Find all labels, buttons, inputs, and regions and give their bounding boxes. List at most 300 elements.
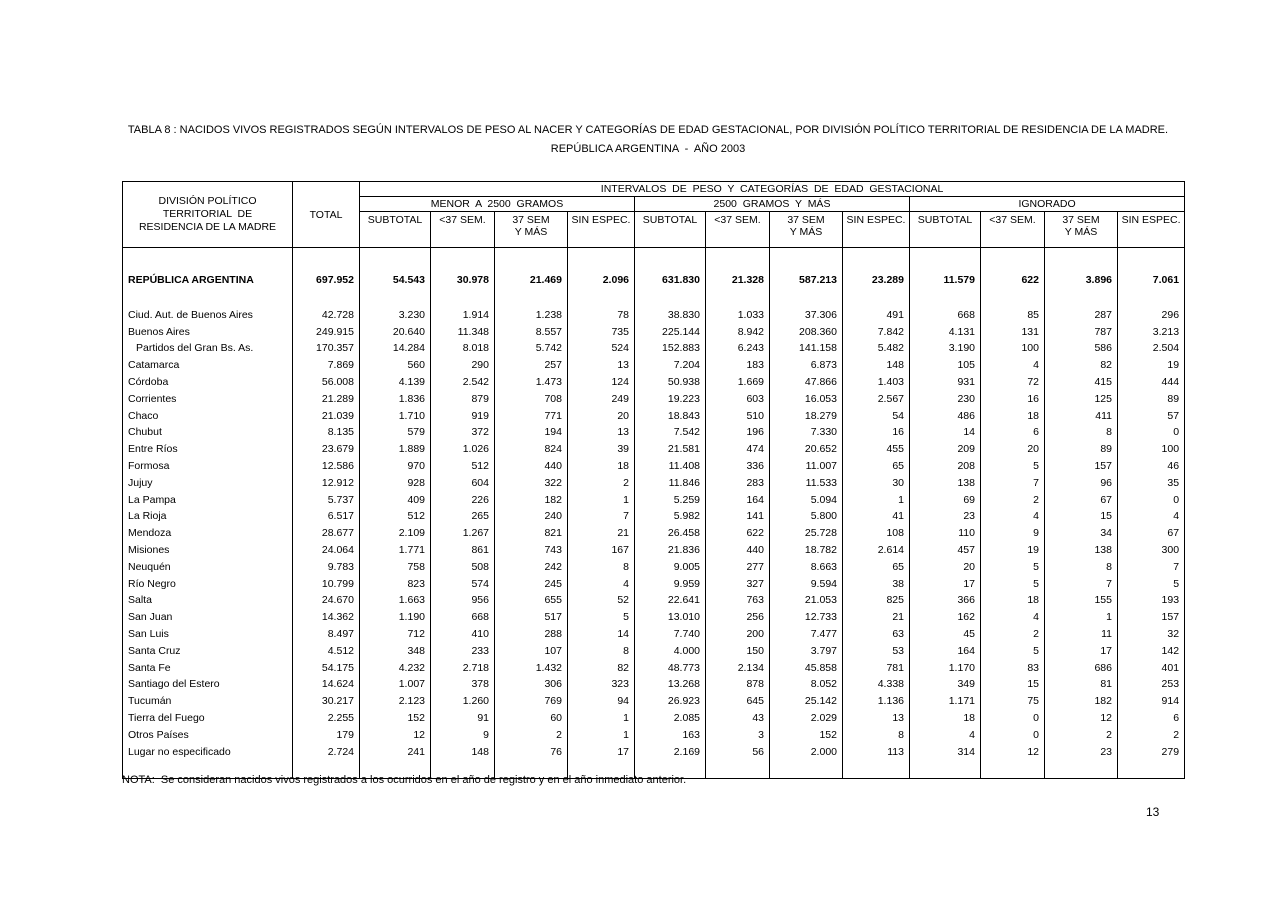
cell-value: 100	[1118, 441, 1185, 458]
cell-value: 100	[981, 340, 1045, 357]
row-label: Chubut	[123, 424, 293, 441]
row-label: REPÚBLICA ARGENTINA	[123, 248, 293, 307]
row-label: Misiones	[123, 542, 293, 559]
cell-value: 401	[1118, 660, 1185, 677]
cell-value: 75	[981, 693, 1045, 710]
cell-value: 108	[843, 525, 910, 542]
row-label: Santa Fe	[123, 660, 293, 677]
cell-value: 8.557	[495, 324, 568, 341]
header-subcol-sin-espec	[1118, 212, 1185, 248]
cell-value: 1.663	[360, 592, 431, 609]
cell-value: 21.053	[770, 592, 843, 609]
cell-value: 24.064	[293, 542, 360, 559]
cell-value: 11.408	[635, 458, 706, 475]
cell-value: 1.033	[706, 307, 770, 324]
header-subcol-37sem-y-mas	[495, 212, 568, 248]
row-label: Corrientes	[123, 391, 293, 408]
cell-value: 41	[843, 508, 910, 525]
subcol-label: SIN ESPEC.	[846, 214, 906, 226]
cell-value: 150	[706, 643, 770, 660]
cell-value: 604	[431, 475, 495, 492]
cell-value: 22.641	[635, 592, 706, 609]
cell-value: 603	[706, 391, 770, 408]
cell-value: 182	[495, 492, 568, 509]
table-header	[123, 182, 1185, 248]
table-row	[123, 542, 1185, 559]
cell-value: 209	[910, 441, 981, 458]
cell-value: 296	[1118, 307, 1185, 324]
cell-value: 2.614	[843, 542, 910, 559]
cell-value: 148	[431, 744, 495, 779]
cell-value: 517	[495, 609, 568, 626]
table-body	[123, 248, 1185, 779]
cell-value: 225.144	[635, 324, 706, 341]
cell-value: 3.896	[1045, 248, 1118, 307]
row-label: San Luis	[123, 626, 293, 643]
cell-value: 735	[568, 324, 635, 341]
cell-value: 668	[431, 609, 495, 626]
cell-value: 645	[706, 693, 770, 710]
cell-value: 323	[568, 676, 635, 693]
cell-value: 5.742	[495, 340, 568, 357]
cell-value: 21.039	[293, 408, 360, 425]
cell-value: 164	[706, 492, 770, 509]
cell-value: 141.158	[770, 340, 843, 357]
cell-value: 410	[431, 626, 495, 643]
subcol-label: SIN ESPEC.	[1121, 214, 1181, 226]
cell-value: 2.109	[360, 525, 431, 542]
cell-value: 16	[843, 424, 910, 441]
cell-value: 2.504	[1118, 340, 1185, 357]
cell-value: 14	[568, 626, 635, 643]
cell-value: 45.858	[770, 660, 843, 677]
cell-value: 83	[981, 660, 1045, 677]
cell-value: 13	[568, 424, 635, 441]
cell-value: 85	[981, 307, 1045, 324]
cell-value: 67	[1045, 492, 1118, 509]
cell-value: 372	[431, 424, 495, 441]
header-subcol-sin-espec	[843, 212, 910, 248]
cell-value: 60	[495, 710, 568, 727]
cell-value: 7.204	[635, 357, 706, 374]
cell-value: 5	[981, 458, 1045, 475]
cell-value: 26.923	[635, 693, 706, 710]
cell-value: 349	[910, 676, 981, 693]
cell-value: 21.581	[635, 441, 706, 458]
cell-value: 6.243	[706, 340, 770, 357]
table-row	[123, 693, 1185, 710]
cell-value: 19	[1118, 357, 1185, 374]
cell-value: 306	[495, 676, 568, 693]
row-label: Córdoba	[123, 374, 293, 391]
cell-value: 5	[981, 559, 1045, 576]
cell-value: 12.733	[770, 609, 843, 626]
cell-value: 824	[495, 441, 568, 458]
cell-value: 8	[1045, 424, 1118, 441]
cell-value: 2.724	[293, 744, 360, 779]
cell-value: 2.085	[635, 710, 706, 727]
cell-value: 931	[910, 374, 981, 391]
cell-value: 1.007	[360, 676, 431, 693]
subcol-label: SIN ESPEC.	[571, 214, 631, 226]
cell-value: 283	[706, 475, 770, 492]
footnote: NOTA: Se consideran nacidos vivos registrados a los ocurridos en el año de registro y en el año inmediato anterior.	[122, 774, 687, 786]
cell-value: 65	[843, 559, 910, 576]
cell-value: 4	[981, 508, 1045, 525]
cell-value: 16	[981, 391, 1045, 408]
cell-value: 21.328	[706, 248, 770, 307]
cell-value: 164	[910, 643, 981, 660]
cell-value: 1.889	[360, 441, 431, 458]
cell-value: 18	[981, 592, 1045, 609]
cell-value: 152.883	[635, 340, 706, 357]
row-label: Santiago del Estero	[123, 676, 293, 693]
cell-value: 4.512	[293, 643, 360, 660]
cell-value: 7	[568, 508, 635, 525]
subcol-label: Y MÁS	[789, 226, 823, 238]
cell-value: 21.289	[293, 391, 360, 408]
cell-value: 7.542	[635, 424, 706, 441]
cell-value: 249.915	[293, 324, 360, 341]
cell-value: 2.567	[843, 391, 910, 408]
cell-value: 821	[495, 525, 568, 542]
row-label: Buenos Aires	[123, 324, 293, 341]
cell-value: 54	[843, 408, 910, 425]
cell-value: 82	[568, 660, 635, 677]
cell-value: 655	[495, 592, 568, 609]
cell-value: 14.284	[360, 340, 431, 357]
cell-value: 96	[1045, 475, 1118, 492]
cell-value: 13	[568, 357, 635, 374]
row-label: La Pampa	[123, 492, 293, 509]
cell-value: 8	[568, 559, 635, 576]
cell-value: 512	[431, 458, 495, 475]
cell-value: 5.800	[770, 508, 843, 525]
cell-value: 1.190	[360, 609, 431, 626]
cell-value: 155	[1045, 592, 1118, 609]
row-label: Salta	[123, 592, 293, 609]
subcol-label: 37 SEM	[512, 214, 550, 226]
cell-value: 440	[706, 542, 770, 559]
cell-value: 30.978	[431, 248, 495, 307]
row-label: Tierra del Fuego	[123, 710, 293, 727]
row-label: Ciud. Aut. de Buenos Aires	[123, 307, 293, 324]
header-division-line2: TERRITORIAL DE	[162, 208, 253, 220]
row-label: Santa Cruz	[123, 643, 293, 660]
header-group-ignorado: IGNORADO	[910, 197, 1185, 212]
cell-value: 138	[910, 475, 981, 492]
table-row	[123, 609, 1185, 626]
table-row	[123, 626, 1185, 643]
cell-value: 928	[360, 475, 431, 492]
cell-value: 14.362	[293, 609, 360, 626]
cell-value: 19.223	[635, 391, 706, 408]
data-table	[122, 181, 1185, 779]
cell-value: 131	[981, 324, 1045, 341]
cell-value: 2.169	[635, 744, 706, 779]
header-subcol-lt37sem	[431, 212, 495, 248]
cell-value: 125	[1045, 391, 1118, 408]
cell-value: 11.533	[770, 475, 843, 492]
cell-value: 2.029	[770, 710, 843, 727]
cell-value: 54.543	[360, 248, 431, 307]
cell-value: 39	[568, 441, 635, 458]
cell-value: 4.000	[635, 643, 706, 660]
cell-value: 179	[293, 727, 360, 744]
subcol-label: 37 SEM	[787, 214, 825, 226]
cell-value: 300	[1118, 542, 1185, 559]
cell-value: 67	[1118, 525, 1185, 542]
table-row	[123, 559, 1185, 576]
cell-value: 970	[360, 458, 431, 475]
cell-value: 11.007	[770, 458, 843, 475]
cell-value: 12.912	[293, 475, 360, 492]
cell-value: 7.869	[293, 357, 360, 374]
cell-value: 2.123	[360, 693, 431, 710]
cell-value: 45	[910, 626, 981, 643]
row-label: Chaco	[123, 408, 293, 425]
cell-value: 2.718	[431, 660, 495, 677]
cell-value: 510	[706, 408, 770, 425]
cell-value: 8.942	[706, 324, 770, 341]
cell-value: 21.469	[495, 248, 568, 307]
cell-value: 4	[910, 727, 981, 744]
cell-value: 8.663	[770, 559, 843, 576]
cell-value: 6	[981, 424, 1045, 441]
cell-value: 277	[706, 559, 770, 576]
cell-value: 11	[1045, 626, 1118, 643]
cell-value: 7.740	[635, 626, 706, 643]
cell-value: 9.783	[293, 559, 360, 576]
table-row	[123, 458, 1185, 475]
cell-value: 253	[1118, 676, 1185, 693]
cell-value: 38	[843, 576, 910, 593]
cell-value: 152	[360, 710, 431, 727]
cell-value: 32	[1118, 626, 1185, 643]
table-row	[123, 324, 1185, 341]
table-row	[123, 391, 1185, 408]
header-division-line3: RESIDENCIA DE LA MADRE	[138, 221, 277, 233]
table-row	[123, 424, 1185, 441]
cell-value: 708	[495, 391, 568, 408]
row-label: Lugar no especificado	[123, 744, 293, 779]
cell-value: 668	[910, 307, 981, 324]
cell-value: 20	[981, 441, 1045, 458]
cell-value: 5.482	[843, 340, 910, 357]
cell-value: 1	[843, 492, 910, 509]
cell-value: 38.830	[635, 307, 706, 324]
cell-value: 378	[431, 676, 495, 693]
cell-value: 23	[910, 508, 981, 525]
row-label: Formosa	[123, 458, 293, 475]
cell-value: 712	[360, 626, 431, 643]
cell-value: 1.710	[360, 408, 431, 425]
cell-value: 23.289	[843, 248, 910, 307]
cell-value: 1.669	[706, 374, 770, 391]
cell-value: 42.728	[293, 307, 360, 324]
cell-value: 162	[910, 609, 981, 626]
cell-value: 1.238	[495, 307, 568, 324]
cell-value: 19	[981, 542, 1045, 559]
cell-value: 457	[910, 542, 981, 559]
cell-value: 4.232	[360, 660, 431, 677]
cell-value: 1	[568, 727, 635, 744]
subcol-label: <37 SEM.	[714, 214, 761, 226]
table-row	[123, 248, 1185, 307]
cell-value: 491	[843, 307, 910, 324]
cell-value: 8	[1045, 559, 1118, 576]
cell-value: 9.594	[770, 576, 843, 593]
cell-value: 914	[1118, 693, 1185, 710]
cell-value: 249	[568, 391, 635, 408]
cell-value: 20.640	[360, 324, 431, 341]
cell-value: 52	[568, 592, 635, 609]
cell-value: 348	[360, 643, 431, 660]
cell-value: 18.782	[770, 542, 843, 559]
cell-value: 2	[981, 492, 1045, 509]
cell-value: 1	[568, 710, 635, 727]
subcol-label: Y MÁS	[514, 226, 548, 238]
cell-value: 7.842	[843, 324, 910, 341]
cell-value: 30	[843, 475, 910, 492]
header-subcol-lt37sem	[981, 212, 1045, 248]
cell-value: 7	[1118, 559, 1185, 576]
subcol-label: <37 SEM.	[439, 214, 486, 226]
cell-value: 2.542	[431, 374, 495, 391]
cell-value: 3	[706, 727, 770, 744]
cell-value: 107	[495, 643, 568, 660]
cell-value: 781	[843, 660, 910, 677]
table-container	[122, 181, 1187, 779]
cell-value: 257	[495, 357, 568, 374]
cell-value: 14.624	[293, 676, 360, 693]
table-row	[123, 307, 1185, 324]
cell-value: 124	[568, 374, 635, 391]
cell-value: 13.268	[635, 676, 706, 693]
cell-value: 1.026	[431, 441, 495, 458]
cell-value: 256	[706, 609, 770, 626]
cell-value: 157	[1118, 609, 1185, 626]
cell-value: 288	[495, 626, 568, 643]
cell-value: 1.914	[431, 307, 495, 324]
header-group-menor-2500: MENOR A 2500 GRAMOS	[360, 197, 635, 212]
cell-value: 69	[910, 492, 981, 509]
cell-value: 4.131	[910, 324, 981, 341]
cell-value: 138	[1045, 542, 1118, 559]
subcol-label: SUBTOTAL	[917, 214, 973, 226]
row-label: Mendoza	[123, 525, 293, 542]
cell-value: 3.190	[910, 340, 981, 357]
cell-value: 11.846	[635, 475, 706, 492]
cell-value: 20	[568, 408, 635, 425]
table-row	[123, 492, 1185, 509]
cell-value: 76	[495, 744, 568, 779]
cell-value: 787	[1045, 324, 1118, 341]
cell-value: 5	[1118, 576, 1185, 593]
cell-value: 1.136	[843, 693, 910, 710]
cell-value: 3.213	[1118, 324, 1185, 341]
cell-value: 2	[1118, 727, 1185, 744]
cell-value: 30.217	[293, 693, 360, 710]
cell-value: 8.018	[431, 340, 495, 357]
cell-value: 4.139	[360, 374, 431, 391]
cell-value: 245	[495, 576, 568, 593]
cell-value: 20	[910, 559, 981, 576]
cell-value: 861	[431, 542, 495, 559]
table-title: TABLA 8 : NACIDOS VIVOS REGISTRADOS SEGÚN INTERVALOS DE PESO AL NACER Y CATEGORÍAS DE EDAD GESTACIONAL, POR DIVISIÓN POLÍTICO TERRITORIAL DE RESIDENCIA DE LA MADRE.	[127, 124, 1169, 136]
cell-value: 113	[843, 744, 910, 779]
cell-value: 3.797	[770, 643, 843, 660]
table-row	[123, 357, 1185, 374]
cell-value: 1	[568, 492, 635, 509]
cell-value: 474	[706, 441, 770, 458]
cell-value: 1.473	[495, 374, 568, 391]
cell-value: 5	[568, 609, 635, 626]
cell-value: 24.670	[293, 592, 360, 609]
cell-value: 4	[568, 576, 635, 593]
cell-value: 7.061	[1118, 248, 1185, 307]
cell-value: 89	[1118, 391, 1185, 408]
cell-value: 89	[1045, 441, 1118, 458]
cell-value: 8	[843, 727, 910, 744]
cell-value: 142	[1118, 643, 1185, 660]
cell-value: 366	[910, 592, 981, 609]
cell-value: 0	[1118, 424, 1185, 441]
cell-value: 148	[843, 357, 910, 374]
cell-value: 193	[1118, 592, 1185, 609]
cell-value: 18.843	[635, 408, 706, 425]
cell-value: 196	[706, 424, 770, 441]
cell-value: 20.652	[770, 441, 843, 458]
cell-value: 21	[843, 609, 910, 626]
subcol-label: SUBTOTAL	[642, 214, 698, 226]
cell-value: 5.094	[770, 492, 843, 509]
cell-value: 170.357	[293, 340, 360, 357]
cell-value: 2	[495, 727, 568, 744]
cell-value: 11.348	[431, 324, 495, 341]
cell-value: 1	[1045, 609, 1118, 626]
cell-value: 8.052	[770, 676, 843, 693]
cell-value: 1.171	[910, 693, 981, 710]
cell-value: 23	[1045, 744, 1118, 779]
cell-value: 1.267	[431, 525, 495, 542]
table-row	[123, 374, 1185, 391]
cell-value: 53	[843, 643, 910, 660]
cell-value: 14	[910, 424, 981, 441]
cell-value: 28.677	[293, 525, 360, 542]
cell-value: 697.952	[293, 248, 360, 307]
cell-value: 226	[431, 492, 495, 509]
cell-value: 879	[431, 391, 495, 408]
header-division	[123, 182, 293, 248]
header-subcol-subtotal	[910, 212, 981, 248]
row-label: Partidos del Gran Bs. As.	[123, 340, 293, 357]
table-subtitle: REPÚBLICA ARGENTINA - AÑO 2003	[550, 143, 746, 155]
cell-value: 287	[1045, 307, 1118, 324]
cell-value: 4.338	[843, 676, 910, 693]
cell-value: 771	[495, 408, 568, 425]
cell-value: 57	[1118, 408, 1185, 425]
table-row	[123, 727, 1185, 744]
cell-value: 48.773	[635, 660, 706, 677]
cell-value: 508	[431, 559, 495, 576]
table-row	[123, 676, 1185, 693]
cell-value: 208.360	[770, 324, 843, 341]
cell-value: 12	[360, 727, 431, 744]
cell-value: 919	[431, 408, 495, 425]
cell-value: 13.010	[635, 609, 706, 626]
cell-value: 91	[431, 710, 495, 727]
